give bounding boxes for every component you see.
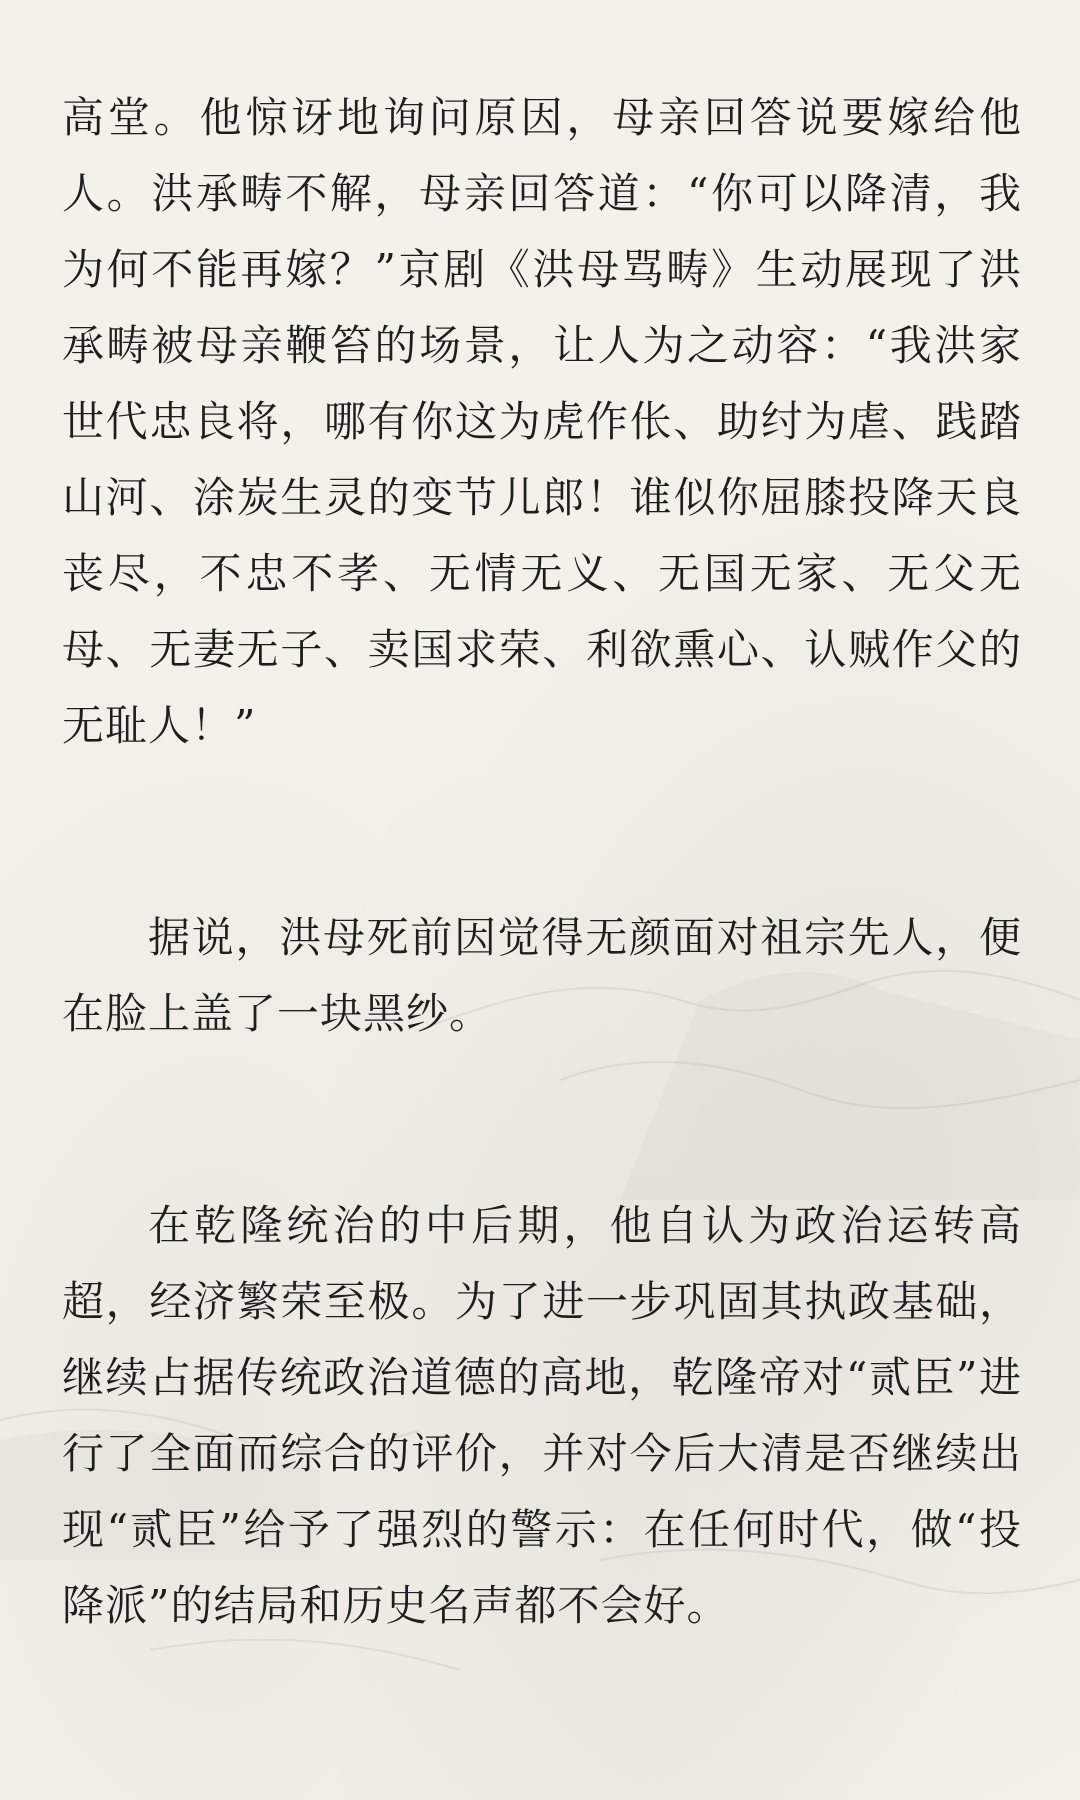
paragraph-2: 据说，洪母死前因觉得无颜面对祖宗先人，便在脸上盖了一块黑纱。 — [62, 913, 1022, 1038]
paragraph-3: 在乾隆统治的中后期，他自认为政治运转高超，经济繁荣至极。为了进一步巩固其执政基础，继续占据传统政治道德的高地，乾隆帝对“贰臣”进行了全面而综合的评价，并对今后大清是否继续出现“贰臣”给予了强烈的警示：在任何时代，做“投降派”的结局和历史名声都不会好。 — [62, 1201, 1022, 1630]
paragraph-1: 高堂。他惊讶地询问原因，母亲回答说要嫁给他人。洪承畴不解，母亲回答道：“你可以降清，我为何不能再嫁？”京剧《洪母骂畴》生动展现了洪承畴被母亲鞭笞的场景，让人为之动容：“我洪家世代忠良将，哪有你这为虎作伥、助纣为虐、践踏山河、涂炭生灵的变节儿郎！谁似你屈膝投降天良丧尽，不忠不孝、无情无义、无国无家、无父无母、无妻无子、卖国求荣、利欲熏心、认贼作父的无耻人！” — [62, 93, 1022, 750]
article-body — [62, 80, 1022, 1644]
